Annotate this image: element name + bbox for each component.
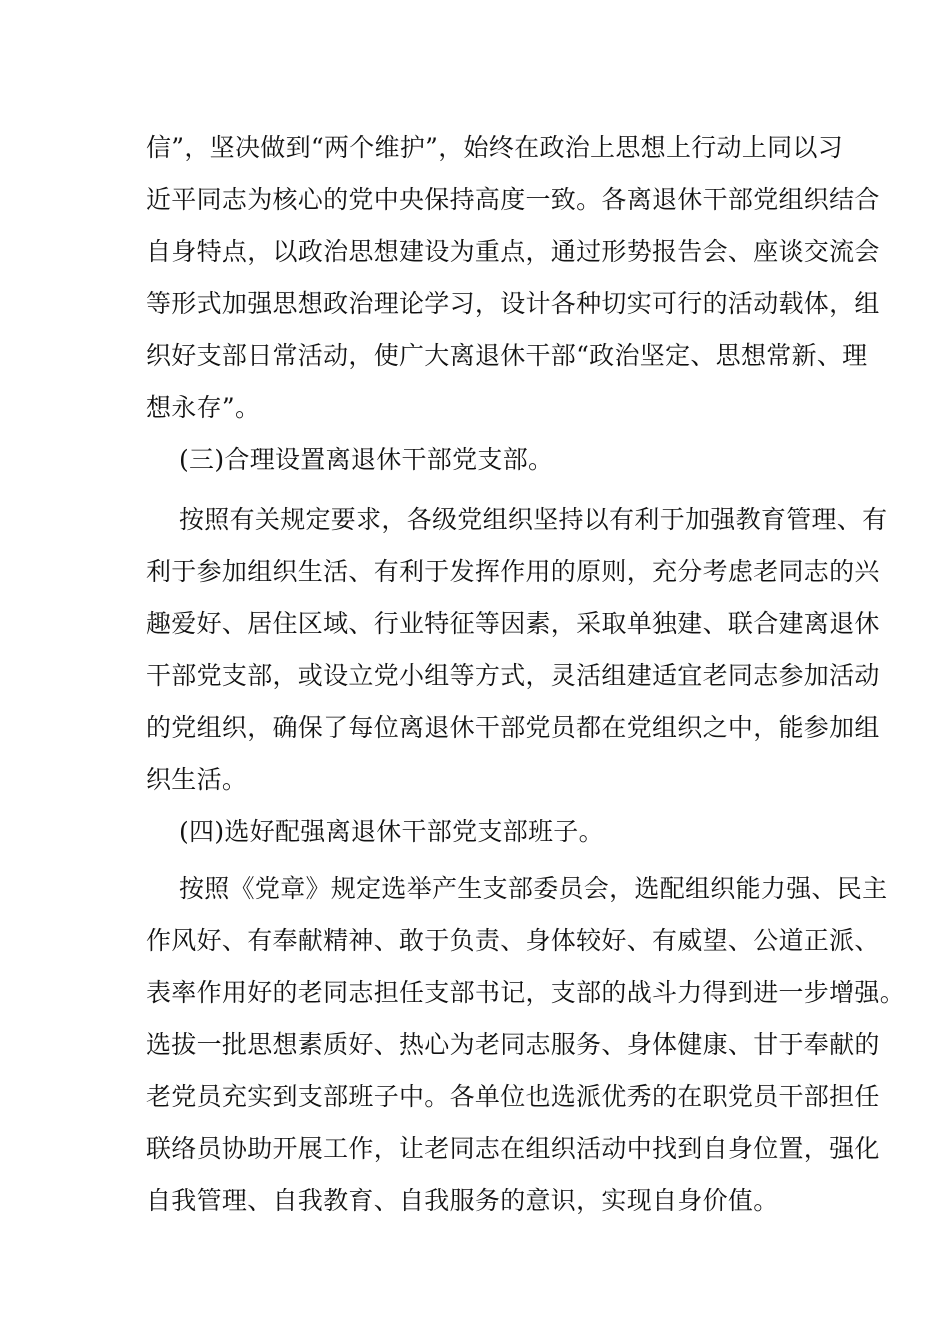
body-text-line: 利于参加组织生活、有利于发挥作用的原则，充分考虑老同志的兴 <box>146 557 880 586</box>
body-text-line: 选拔一批思想素质好、热心为老同志服务、身体健康、甘于奉献的 <box>146 1030 880 1059</box>
body-text-line: 织好支部日常活动，使广大离退休干部“政治坚定、思想常新、理 <box>146 341 868 370</box>
body-text-line: 的党组织，确保了每位离退休干部党员都在党组织之中，能参加组 <box>146 713 880 742</box>
body-text-line: 想永存”。 <box>146 393 261 422</box>
body-text-line: 近平同志为核心的党中央保持高度一致。各离退休干部党组织结合 <box>146 185 880 214</box>
body-text-line: 干部党支部，或设立党小组等方式，灵活组建适宜老同志参加活动 <box>146 661 880 690</box>
body-text-line: 联络员协助开展工作，让老同志在组织活动中找到自身位置，强化 <box>146 1134 880 1163</box>
body-text-line: 老党员充实到支部班子中。各单位也选派优秀的在职党员干部担任 <box>146 1082 880 1111</box>
body-text-line: 按照有关规定要求，各级党组织坚持以有利于加强教育管理、有 <box>179 505 888 534</box>
body-text-line: 自身特点，以政治思想建设为重点，通过形势报告会、座谈交流会 <box>146 237 880 266</box>
body-text-line: 作风好、有奉献精神、敢于负责、身体较好、有威望、公道正派、 <box>146 926 880 955</box>
body-text-line: 织生活。 <box>146 765 248 794</box>
body-text-line: 等形式加强思想政治理论学习，设计各种切实可行的活动载体，组 <box>146 289 880 318</box>
body-text-line: 信”，坚决做到“两个维护”，始终在政治上思想上行动上同以习 <box>146 133 844 162</box>
section-heading-four: (四)选好配强离退休干部党支部班子。 <box>179 817 604 846</box>
body-text-line: 自我管理、自我教育、自我服务的意识，实现自身价值。 <box>146 1186 779 1215</box>
body-text-line: 按照《党章》规定选举产生支部委员会，选配组织能力强、民主 <box>179 874 888 903</box>
section-heading-three: (三)合理设置离退休干部党支部。 <box>179 445 554 474</box>
body-text-line: 趣爱好、居住区域、行业特征等因素，采取单独建、联合建离退休 <box>146 609 880 638</box>
body-text-line: 表率作用好的老同志担任支部书记，支部的战斗力得到进一步增强。 <box>146 978 906 1007</box>
